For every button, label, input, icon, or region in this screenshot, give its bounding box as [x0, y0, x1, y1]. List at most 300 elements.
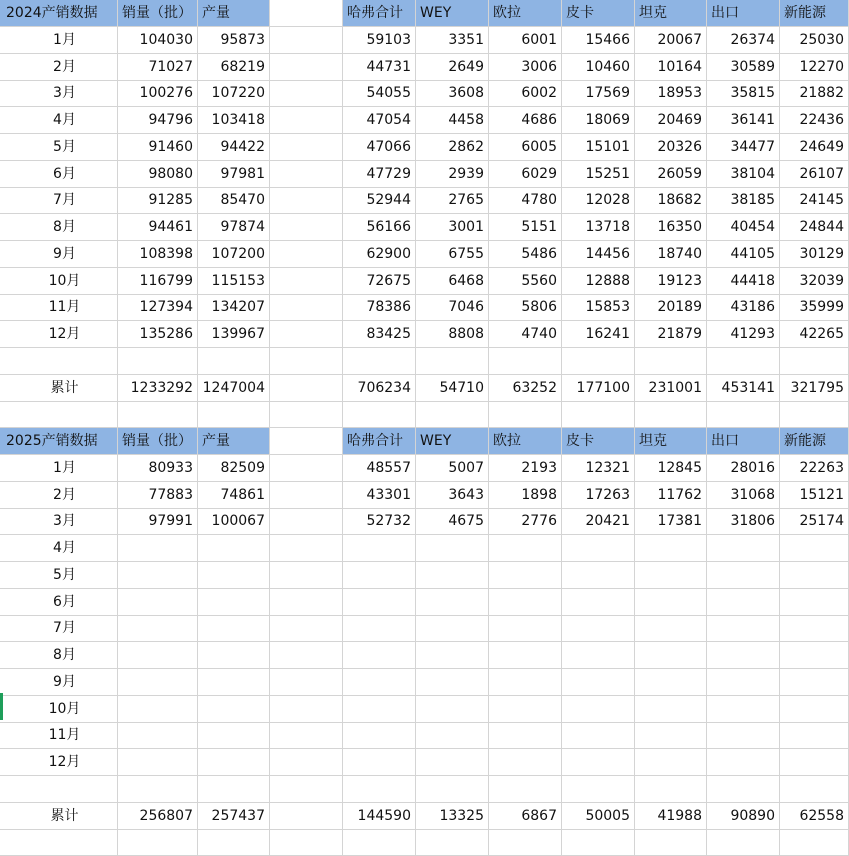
value-cell[interactable]: 15101 — [562, 134, 635, 160]
month-cell[interactable]: 8月 — [0, 214, 118, 240]
month-cell[interactable]: 10月 — [0, 696, 118, 722]
value-cell[interactable]: 72675 — [343, 268, 416, 294]
column-header[interactable]: 欧拉 — [489, 428, 562, 454]
value-cell[interactable]: 91285 — [118, 187, 198, 213]
value-cell[interactable]: 177100 — [562, 375, 635, 401]
value-cell[interactable] — [489, 669, 562, 695]
value-cell[interactable]: 26374 — [707, 27, 780, 53]
value-cell[interactable]: 52944 — [343, 187, 416, 213]
value-cell[interactable]: 127394 — [118, 294, 198, 320]
value-cell[interactable] — [635, 535, 707, 561]
value-cell[interactable]: 10460 — [562, 54, 635, 80]
value-cell[interactable] — [343, 589, 416, 615]
value-cell[interactable]: 90890 — [707, 803, 780, 829]
value-cell[interactable]: 3643 — [416, 482, 489, 508]
value-cell[interactable] — [416, 749, 489, 775]
value-cell[interactable]: 18740 — [635, 241, 707, 267]
value-cell[interactable] — [416, 401, 489, 427]
value-cell[interactable] — [198, 348, 270, 374]
value-cell[interactable] — [416, 348, 489, 374]
value-cell[interactable]: 257437 — [198, 803, 270, 829]
empty-cell[interactable] — [270, 482, 343, 508]
value-cell[interactable]: 3006 — [489, 54, 562, 80]
empty-cell[interactable] — [270, 134, 343, 160]
empty-cell[interactable] — [270, 669, 343, 695]
month-cell[interactable]: 10月 — [0, 268, 118, 294]
value-cell[interactable]: 12321 — [562, 455, 635, 481]
value-cell[interactable]: 13325 — [416, 803, 489, 829]
value-cell[interactable]: 38104 — [707, 161, 780, 187]
value-cell[interactable]: 108398 — [118, 241, 198, 267]
empty-cell[interactable] — [270, 27, 343, 53]
value-cell[interactable] — [118, 401, 198, 427]
value-cell[interactable]: 706234 — [343, 375, 416, 401]
value-cell[interactable]: 12028 — [562, 187, 635, 213]
value-cell[interactable] — [416, 829, 489, 855]
month-cell[interactable]: 3月 — [0, 80, 118, 106]
value-cell[interactable]: 41988 — [635, 803, 707, 829]
value-cell[interactable]: 144590 — [343, 803, 416, 829]
value-cell[interactable]: 1898 — [489, 482, 562, 508]
value-cell[interactable] — [198, 749, 270, 775]
value-cell[interactable] — [416, 722, 489, 748]
value-cell[interactable] — [489, 829, 562, 855]
month-cell[interactable]: 8月 — [0, 642, 118, 668]
month-cell[interactable]: 4月 — [0, 107, 118, 133]
value-cell[interactable]: 107200 — [198, 241, 270, 267]
value-cell[interactable]: 20421 — [562, 508, 635, 534]
value-cell[interactable] — [562, 829, 635, 855]
value-cell[interactable] — [489, 348, 562, 374]
value-cell[interactable] — [118, 348, 198, 374]
value-cell[interactable]: 17381 — [635, 508, 707, 534]
month-cell[interactable]: 9月 — [0, 669, 118, 695]
value-cell[interactable]: 4458 — [416, 107, 489, 133]
value-cell[interactable]: 2776 — [489, 508, 562, 534]
value-cell[interactable] — [635, 401, 707, 427]
total-label[interactable]: 累计 — [0, 803, 118, 829]
value-cell[interactable]: 94422 — [198, 134, 270, 160]
value-cell[interactable]: 83425 — [343, 321, 416, 347]
value-cell[interactable]: 6005 — [489, 134, 562, 160]
value-cell[interactable]: 5486 — [489, 241, 562, 267]
value-cell[interactable] — [635, 696, 707, 722]
value-cell[interactable]: 107220 — [198, 80, 270, 106]
value-cell[interactable]: 15853 — [562, 294, 635, 320]
empty-cell[interactable] — [270, 241, 343, 267]
value-cell[interactable] — [635, 348, 707, 374]
value-cell[interactable]: 4686 — [489, 107, 562, 133]
column-header[interactable]: WEY — [416, 428, 489, 454]
value-cell[interactable]: 63252 — [489, 375, 562, 401]
value-cell[interactable] — [635, 722, 707, 748]
value-cell[interactable]: 47729 — [343, 161, 416, 187]
month-cell[interactable]: 11月 — [0, 294, 118, 320]
value-cell[interactable] — [343, 562, 416, 588]
value-cell[interactable] — [343, 696, 416, 722]
value-cell[interactable] — [707, 749, 780, 775]
column-header[interactable]: 产量 — [198, 428, 270, 454]
column-header[interactable]: 哈弗合计 — [343, 428, 416, 454]
empty-cell[interactable] — [270, 294, 343, 320]
empty-cell[interactable] — [270, 642, 343, 668]
value-cell[interactable] — [635, 829, 707, 855]
value-cell[interactable] — [343, 348, 416, 374]
column-header[interactable]: 新能源 — [780, 0, 849, 26]
table-title[interactable]: 2025产销数据 — [0, 428, 118, 454]
value-cell[interactable] — [118, 669, 198, 695]
value-cell[interactable]: 12270 — [780, 54, 849, 80]
value-cell[interactable]: 47054 — [343, 107, 416, 133]
value-cell[interactable] — [780, 401, 849, 427]
table-title[interactable]: 2024产销数据 — [0, 0, 118, 26]
value-cell[interactable]: 134207 — [198, 294, 270, 320]
value-cell[interactable]: 34477 — [707, 134, 780, 160]
empty-cell[interactable] — [270, 107, 343, 133]
value-cell[interactable] — [780, 722, 849, 748]
value-cell[interactable] — [707, 615, 780, 641]
value-cell[interactable]: 48557 — [343, 455, 416, 481]
column-header[interactable]: 出口 — [707, 428, 780, 454]
value-cell[interactable] — [343, 401, 416, 427]
value-cell[interactable] — [343, 669, 416, 695]
value-cell[interactable] — [343, 829, 416, 855]
value-cell[interactable] — [562, 589, 635, 615]
value-cell[interactable]: 4740 — [489, 321, 562, 347]
column-header[interactable]: 坦克 — [635, 428, 707, 454]
value-cell[interactable]: 54710 — [416, 375, 489, 401]
value-cell[interactable]: 28016 — [707, 455, 780, 481]
value-cell[interactable]: 82509 — [198, 455, 270, 481]
value-cell[interactable]: 14456 — [562, 241, 635, 267]
value-cell[interactable] — [780, 562, 849, 588]
value-cell[interactable] — [707, 642, 780, 668]
column-header[interactable]: 新能源 — [780, 428, 849, 454]
value-cell[interactable]: 24649 — [780, 134, 849, 160]
value-cell[interactable] — [198, 829, 270, 855]
value-cell[interactable]: 2939 — [416, 161, 489, 187]
value-cell[interactable]: 4780 — [489, 187, 562, 213]
value-cell[interactable]: 62900 — [343, 241, 416, 267]
value-cell[interactable] — [416, 589, 489, 615]
value-cell[interactable]: 47066 — [343, 134, 416, 160]
empty-cell[interactable] — [270, 268, 343, 294]
value-cell[interactable] — [489, 401, 562, 427]
value-cell[interactable]: 5007 — [416, 455, 489, 481]
column-header[interactable]: 哈弗合计 — [343, 0, 416, 26]
value-cell[interactable] — [118, 749, 198, 775]
value-cell[interactable]: 18682 — [635, 187, 707, 213]
value-cell[interactable]: 5151 — [489, 214, 562, 240]
value-cell[interactable] — [707, 589, 780, 615]
value-cell[interactable]: 94461 — [118, 214, 198, 240]
value-cell[interactable]: 116799 — [118, 268, 198, 294]
value-cell[interactable] — [562, 776, 635, 802]
value-cell[interactable] — [707, 348, 780, 374]
value-cell[interactable] — [198, 401, 270, 427]
value-cell[interactable] — [118, 535, 198, 561]
value-cell[interactable] — [707, 696, 780, 722]
value-cell[interactable]: 321795 — [780, 375, 849, 401]
value-cell[interactable]: 17263 — [562, 482, 635, 508]
value-cell[interactable] — [635, 642, 707, 668]
empty-cell[interactable] — [270, 722, 343, 748]
column-header[interactable]: 坦克 — [635, 0, 707, 26]
value-cell[interactable]: 3608 — [416, 80, 489, 106]
value-cell[interactable]: 56166 — [343, 214, 416, 240]
value-cell[interactable]: 139967 — [198, 321, 270, 347]
month-cell[interactable]: 6月 — [0, 589, 118, 615]
value-cell[interactable] — [198, 669, 270, 695]
value-cell[interactable] — [562, 642, 635, 668]
empty-cell[interactable] — [270, 829, 343, 855]
value-cell[interactable] — [780, 749, 849, 775]
value-cell[interactable] — [780, 589, 849, 615]
value-cell[interactable] — [118, 642, 198, 668]
value-cell[interactable]: 256807 — [118, 803, 198, 829]
value-cell[interactable] — [416, 696, 489, 722]
value-cell[interactable] — [780, 615, 849, 641]
month-cell[interactable] — [0, 401, 118, 427]
empty-cell[interactable] — [270, 80, 343, 106]
value-cell[interactable] — [780, 669, 849, 695]
value-cell[interactable] — [707, 401, 780, 427]
value-cell[interactable] — [198, 562, 270, 588]
value-cell[interactable]: 30589 — [707, 54, 780, 80]
value-cell[interactable] — [489, 696, 562, 722]
value-cell[interactable]: 20189 — [635, 294, 707, 320]
empty-cell[interactable] — [270, 589, 343, 615]
value-cell[interactable] — [562, 615, 635, 641]
value-cell[interactable]: 42265 — [780, 321, 849, 347]
value-cell[interactable]: 16350 — [635, 214, 707, 240]
value-cell[interactable]: 3001 — [416, 214, 489, 240]
value-cell[interactable] — [198, 535, 270, 561]
value-cell[interactable]: 71027 — [118, 54, 198, 80]
value-cell[interactable]: 7046 — [416, 294, 489, 320]
value-cell[interactable]: 36141 — [707, 107, 780, 133]
value-cell[interactable] — [780, 696, 849, 722]
empty-cell[interactable] — [270, 54, 343, 80]
value-cell[interactable] — [416, 642, 489, 668]
value-cell[interactable] — [416, 562, 489, 588]
column-header[interactable]: 皮卡 — [562, 428, 635, 454]
value-cell[interactable] — [416, 776, 489, 802]
empty-cell[interactable] — [270, 696, 343, 722]
value-cell[interactable]: 21882 — [780, 80, 849, 106]
value-cell[interactable] — [198, 589, 270, 615]
value-cell[interactable] — [562, 562, 635, 588]
value-cell[interactable] — [343, 776, 416, 802]
value-cell[interactable] — [416, 669, 489, 695]
value-cell[interactable]: 62558 — [780, 803, 849, 829]
value-cell[interactable]: 31068 — [707, 482, 780, 508]
value-cell[interactable] — [489, 776, 562, 802]
value-cell[interactable]: 32039 — [780, 268, 849, 294]
value-cell[interactable] — [489, 749, 562, 775]
value-cell[interactable] — [562, 535, 635, 561]
value-cell[interactable]: 54055 — [343, 80, 416, 106]
value-cell[interactable] — [780, 348, 849, 374]
value-cell[interactable] — [489, 722, 562, 748]
value-cell[interactable] — [198, 615, 270, 641]
month-cell[interactable]: 5月 — [0, 134, 118, 160]
value-cell[interactable] — [489, 615, 562, 641]
month-cell[interactable] — [0, 776, 118, 802]
value-cell[interactable] — [707, 829, 780, 855]
value-cell[interactable]: 18069 — [562, 107, 635, 133]
total-label[interactable]: 累计 — [0, 375, 118, 401]
month-cell[interactable]: 1月 — [0, 455, 118, 481]
value-cell[interactable] — [780, 829, 849, 855]
value-cell[interactable]: 59103 — [343, 27, 416, 53]
value-cell[interactable]: 5806 — [489, 294, 562, 320]
value-cell[interactable] — [635, 615, 707, 641]
empty-cell[interactable] — [270, 348, 343, 374]
value-cell[interactable]: 20469 — [635, 107, 707, 133]
value-cell[interactable]: 19123 — [635, 268, 707, 294]
value-cell[interactable]: 5560 — [489, 268, 562, 294]
value-cell[interactable]: 78386 — [343, 294, 416, 320]
value-cell[interactable] — [118, 776, 198, 802]
value-cell[interactable]: 100067 — [198, 508, 270, 534]
value-cell[interactable]: 12888 — [562, 268, 635, 294]
value-cell[interactable]: 15251 — [562, 161, 635, 187]
column-header[interactable]: 销量（批） — [118, 428, 198, 454]
value-cell[interactable] — [118, 696, 198, 722]
value-cell[interactable] — [343, 615, 416, 641]
column-header[interactable]: 出口 — [707, 0, 780, 26]
value-cell[interactable]: 80933 — [118, 455, 198, 481]
empty-cell[interactable] — [270, 161, 343, 187]
value-cell[interactable] — [118, 589, 198, 615]
value-cell[interactable] — [780, 535, 849, 561]
empty-cell[interactable] — [270, 776, 343, 802]
value-cell[interactable]: 12845 — [635, 455, 707, 481]
value-cell[interactable]: 50005 — [562, 803, 635, 829]
value-cell[interactable] — [562, 696, 635, 722]
value-cell[interactable] — [343, 642, 416, 668]
value-cell[interactable] — [416, 615, 489, 641]
value-cell[interactable] — [118, 562, 198, 588]
value-cell[interactable] — [635, 776, 707, 802]
value-cell[interactable] — [780, 642, 849, 668]
column-header[interactable]: 销量（批） — [118, 0, 198, 26]
value-cell[interactable]: 40454 — [707, 214, 780, 240]
value-cell[interactable] — [562, 348, 635, 374]
value-cell[interactable]: 4675 — [416, 508, 489, 534]
value-cell[interactable]: 453141 — [707, 375, 780, 401]
empty-cell[interactable] — [270, 508, 343, 534]
value-cell[interactable]: 97874 — [198, 214, 270, 240]
value-cell[interactable]: 44731 — [343, 54, 416, 80]
value-cell[interactable] — [489, 535, 562, 561]
value-cell[interactable]: 2765 — [416, 187, 489, 213]
column-header[interactable]: WEY — [416, 0, 489, 26]
value-cell[interactable]: 104030 — [118, 27, 198, 53]
value-cell[interactable]: 97991 — [118, 508, 198, 534]
value-cell[interactable]: 6001 — [489, 27, 562, 53]
value-cell[interactable]: 26107 — [780, 161, 849, 187]
empty-cell[interactable] — [270, 321, 343, 347]
value-cell[interactable] — [635, 669, 707, 695]
value-cell[interactable] — [198, 696, 270, 722]
value-cell[interactable] — [343, 535, 416, 561]
month-cell[interactable]: 1月 — [0, 27, 118, 53]
value-cell[interactable]: 231001 — [635, 375, 707, 401]
value-cell[interactable]: 25030 — [780, 27, 849, 53]
value-cell[interactable]: 95873 — [198, 27, 270, 53]
value-cell[interactable]: 15121 — [780, 482, 849, 508]
value-cell[interactable]: 8808 — [416, 321, 489, 347]
column-header[interactable]: 欧拉 — [489, 0, 562, 26]
value-cell[interactable]: 97981 — [198, 161, 270, 187]
value-cell[interactable]: 35815 — [707, 80, 780, 106]
value-cell[interactable] — [343, 722, 416, 748]
value-cell[interactable] — [489, 589, 562, 615]
value-cell[interactable]: 6468 — [416, 268, 489, 294]
month-cell[interactable]: 6月 — [0, 161, 118, 187]
value-cell[interactable]: 35999 — [780, 294, 849, 320]
value-cell[interactable]: 91460 — [118, 134, 198, 160]
value-cell[interactable]: 103418 — [198, 107, 270, 133]
value-cell[interactable]: 3351 — [416, 27, 489, 53]
value-cell[interactable]: 1233292 — [118, 375, 198, 401]
empty-cell[interactable] — [270, 615, 343, 641]
value-cell[interactable]: 94796 — [118, 107, 198, 133]
month-cell[interactable]: 5月 — [0, 562, 118, 588]
value-cell[interactable] — [118, 615, 198, 641]
value-cell[interactable]: 21879 — [635, 321, 707, 347]
value-cell[interactable]: 77883 — [118, 482, 198, 508]
month-cell[interactable]: 7月 — [0, 187, 118, 213]
value-cell[interactable]: 74861 — [198, 482, 270, 508]
column-header[interactable]: 产量 — [198, 0, 270, 26]
value-cell[interactable]: 41293 — [707, 321, 780, 347]
value-cell[interactable]: 26059 — [635, 161, 707, 187]
value-cell[interactable] — [489, 642, 562, 668]
value-cell[interactable] — [707, 562, 780, 588]
value-cell[interactable]: 25174 — [780, 508, 849, 534]
value-cell[interactable]: 15466 — [562, 27, 635, 53]
value-cell[interactable]: 24844 — [780, 214, 849, 240]
value-cell[interactable]: 44418 — [707, 268, 780, 294]
value-cell[interactable]: 22263 — [780, 455, 849, 481]
value-cell[interactable]: 10164 — [635, 54, 707, 80]
value-cell[interactable]: 17569 — [562, 80, 635, 106]
month-cell[interactable] — [0, 348, 118, 374]
value-cell[interactable]: 2649 — [416, 54, 489, 80]
value-cell[interactable]: 100276 — [118, 80, 198, 106]
value-cell[interactable] — [489, 562, 562, 588]
value-cell[interactable]: 31806 — [707, 508, 780, 534]
value-cell[interactable] — [343, 749, 416, 775]
value-cell[interactable]: 11762 — [635, 482, 707, 508]
month-cell[interactable] — [0, 829, 118, 855]
empty-cell[interactable] — [270, 749, 343, 775]
month-cell[interactable]: 12月 — [0, 321, 118, 347]
value-cell[interactable]: 20326 — [635, 134, 707, 160]
value-cell[interactable] — [635, 562, 707, 588]
value-cell[interactable]: 98080 — [118, 161, 198, 187]
empty-cell[interactable] — [270, 535, 343, 561]
value-cell[interactable] — [118, 829, 198, 855]
value-cell[interactable] — [416, 535, 489, 561]
empty-cell[interactable] — [270, 428, 343, 454]
column-header[interactable]: 皮卡 — [562, 0, 635, 26]
value-cell[interactable]: 30129 — [780, 241, 849, 267]
value-cell[interactable] — [707, 535, 780, 561]
